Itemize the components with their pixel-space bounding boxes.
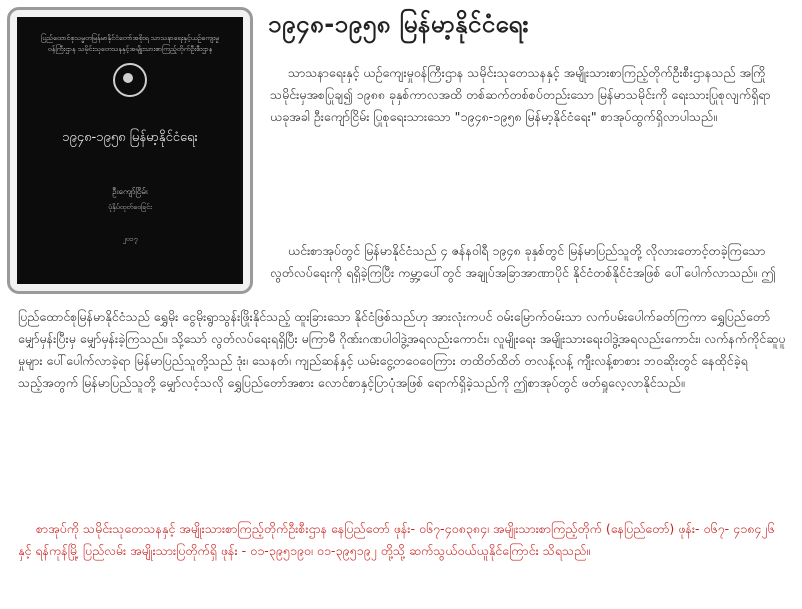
paragraph-intro: သာသနာရေးနှင့် ယဉ်ကျေးမှုဝန်ကြီးဌာန သမိုင်းသုတေသနနှင့် အမျိုးသားစာကြည့်တိုက်ဦးစီးဌာနသည် အကြိုသမိုင်းမှအစပြုချ၍ ၁၉၈၈ ခုနှစ်ကာလအထိ တစ်ဆက်တစ်စပ်တည်းသော မြန်မာသမိုင်းကို ရေးသားပြုစုလျက်ရှိရာ ယခုအခါ ဦးကျော်ငြိမ်း ပြုစုရေးသားသော "၁၉၄၈-၁၉၅၈ မြန်မာ့နိုင်ငံရေး" စာအုပ်ထွက်ရှိလာပါသည်။	[270, 65, 771, 124]
paragraph-contact-info: စာအုပ်ကို သမိုင်းသုတေသနနှင့် အမျိုးသားစာကြည့်တိုက်ဦးစီးဌာန နေပြည်တော် ဖုန်း- ၀၆၇-၄၀၈၃၈၄၊ အမျိုးသားစာကြည့်တိုက် (နေပြည်တော်) ဖုန်း- ၀၆၇- ၄၁၈၄၂၆ နှင့် ရန်ကုန်မြို့ ပြည်လမ်း အမျိုးသားပြတိုက်ရှိ ဖုန်း - ၀၁-၃၉၅၁၉၀၊ ၀၁-၃၉၅၁၉၂ တို့သို့ ဆက်သွယ်ဝယ်ယူနိုင်ကြောင်း သိရသည်။	[18, 521, 775, 558]
cover-author: ဦးကျော်ငြိမ်း	[112, 187, 148, 196]
book-cover-frame	[7, 7, 253, 294]
cover-year: ၂၀၁၇	[122, 235, 138, 243]
article-title: ၁၉၄၈-၁၉၅၈ မြန်မာ့နိုင်ငံရေး	[268, 10, 529, 38]
cover-title: ၁၉၄၈-၁၉၅၈ မြန်မာ့နိုင်ငံရေး	[62, 130, 198, 145]
state-emblem-icon	[113, 63, 147, 97]
cover-publisher: ပုံနှိပ်ထုတ်ဝေခြင်း	[108, 203, 152, 211]
paragraph-content-bottom: ပြည်ထောင်စုမြန်မာနိုင်ငံသည် ရွှေမိုး ငွေမိုးရွာသွန်းဖြိုးနိုင်သည့် ထူးခြားသော နိုင်ငံဖြစ်သည်ဟု အားလုံးကပင် ဝမ်းမြောက်ဝမ်းသာ လက်ပမ်းပေါက်ခတ်ကြကာ ရွှေပြည်တော် မျှော်မှန်းပြီးမှ မျှော်မှန်းခဲ့ကြသည်။ သို့သော် လွတ်လပ်ရေးရရှိပြီး မကြာမီ ဂိုဏ်းဂဏပါဝါဒွဲ့အရလည်းကောင်း၊ လူမျိုးရေး အမျိုးသားရေးဝါဒွဲ့အရလည်းကောင်း၊ လက်နက်ကိုင်ဆူပူမှုများ ပေါ်ပေါက်လာခဲ့ရာ မြန်မာပြည်သူတို့သည် ဒုံး၊ သေနတ်၊ ကျည်ဆန်နှင့် ယမ်းငွေ့တဝေဝေကြား တထိတ်ထိတ် တလန့်လန့် ကျီးလန့်စာစား ဘဝဆိုးတွင် နေထိုင်ခဲ့ရသည့်အတွက် မြန်မာပြည်သူတို့ မျှော်လင့်သလို ရွှေပြည်တော်အစား လောင်စာနှင့်ပြာပုံအဖြစ် ရောက်ရှိခဲ့သည်ကို ဤစာအုပ်တွင် ဖတ်ရှုလေ့လာနိုင်သည်။	[18, 309, 786, 390]
book-cover-image	[17, 17, 243, 284]
cover-header-text: ပြည်ထောင်စုသမ္မတမြန်မာနိုင်ငံတော်အစိုးရ သာသနာရေးနှင့်ယဉ်ကျေးမှုဝန်ကြီးဌာန သမိုင်းသုတေသနနှင့်အမျိုးသားစာကြည့်တိုက်ဦးစီးဌာန	[41, 34, 219, 53]
paragraph-content-top: ယင်းစာအုပ်တွင် မြန်မာနိုင်ငံသည် ၄ ဇန်နဝါရီ ၁၉၄၈ ခုနှစ်တွင် မြန်မာပြည်သူတို့ လိုလားတောင့်တခဲ့ကြသော လွတ်လပ်ရေးကို ရရှိခဲ့ကြပြီး ကမ္ဘာ့ပေါ်တွင် အချုပ်အခြာအာဏာပိုင် နိုင်ငံတစ်နိုင်ငံအဖြစ် ပေါ်ပေါက်လာသည်။ ဤ	[270, 243, 776, 280]
